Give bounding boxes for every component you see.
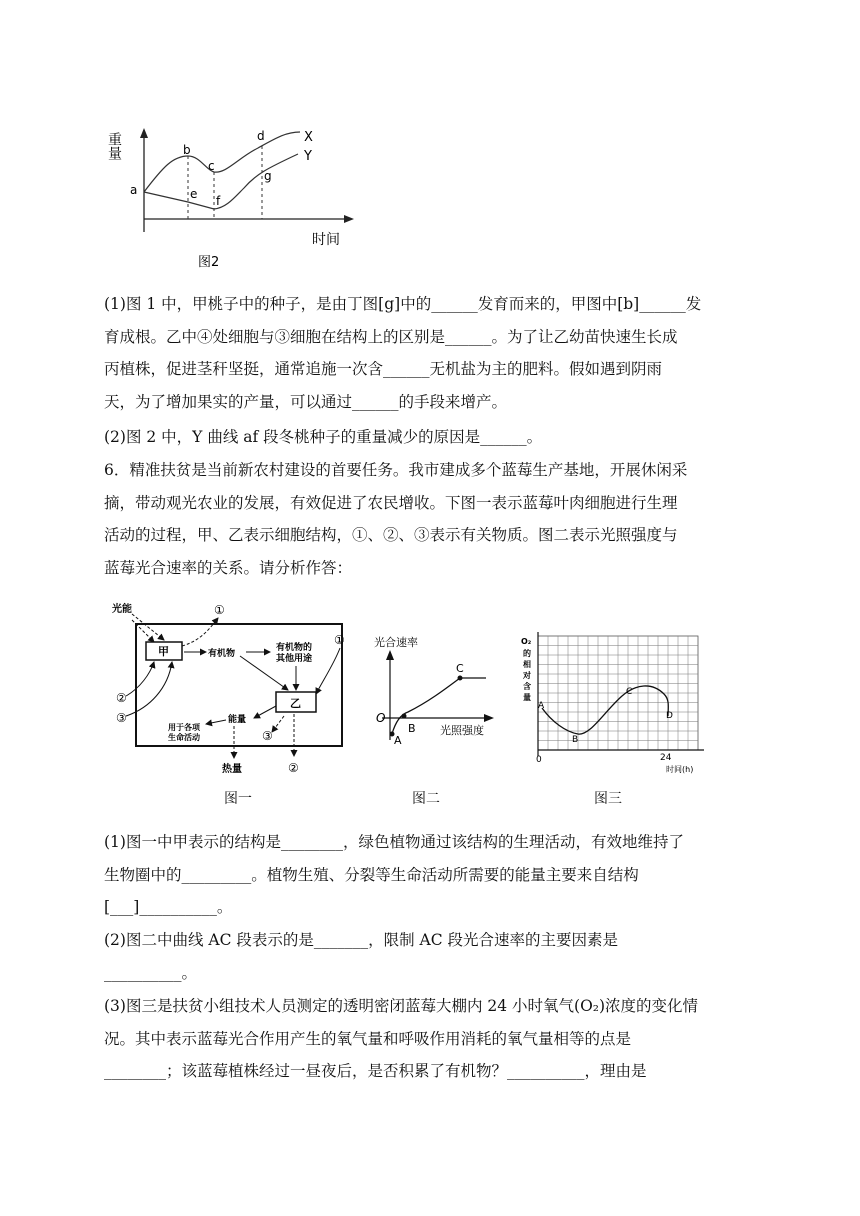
- point-a: a: [130, 183, 138, 197]
- q6-question-3: [104, 990, 764, 1088]
- point-e: e: [190, 187, 198, 201]
- q5-part1: [104, 288, 764, 418]
- x-axis-label: 时间(h): [666, 765, 694, 774]
- point-A: A: [394, 734, 402, 747]
- q6-q2-line: __________。: [104, 963, 198, 982]
- grid: [538, 636, 698, 750]
- life-activity-use-2: 生命活动: [168, 733, 200, 742]
- organic-other-use-2: 其他用途: [276, 654, 313, 664]
- point-D: D: [666, 711, 673, 721]
- curve-x-label: X: [304, 130, 313, 145]
- point-b: b: [183, 143, 191, 157]
- q6-intro-line: 摘，带动观光农业的发展，有效促进了农民增收。下图一表示蓝莓叶肉细胞进行生理: [104, 493, 678, 512]
- q5-part2: (2)图 2 中，Y 曲线 af 段冬桃种子的重量减少的原因是______。: [104, 428, 543, 446]
- y-label-char: 量: [523, 693, 531, 702]
- curve-x: [144, 132, 300, 192]
- organic-other-use-1: 有机物的: [276, 643, 313, 653]
- y-label-char: 含: [523, 682, 531, 691]
- figure-2-weight-curve: [108, 112, 368, 272]
- q6-intro-line: 6．精准扶贫是当前新农村建设的首要任务。我市建成多个蓝莓生产基地，开展休闲采: [104, 461, 688, 479]
- figure-three-oxygen-chart: [518, 626, 710, 776]
- figure-three-caption: 图三: [594, 791, 622, 807]
- heat-label: 热量: [222, 764, 242, 775]
- structure-jia: 甲: [158, 645, 169, 658]
- point-d: d: [257, 129, 265, 143]
- point-C: C: [626, 687, 633, 697]
- x-origin: 0: [536, 755, 542, 765]
- q6-q3-line: 况。其中表示蓝莓光合作用产生的氧气量和呼吸作用消耗的氧气量相等的点是: [104, 1029, 632, 1048]
- organic-matter-label: 有机物: [208, 649, 236, 659]
- q6-intro-line: 蓝莓光合速率的关系。请分析作答：: [104, 558, 353, 577]
- energy-label: 能量: [228, 715, 247, 725]
- q6-q2-line: (2)图二中曲线 AC 段表示的是_______，限制 AC 段光合速率的主要因素是: [104, 931, 619, 949]
- point-f: f: [216, 194, 221, 208]
- substance-1-right: ①: [334, 633, 345, 647]
- point-B: B: [572, 735, 579, 745]
- point-B: B: [408, 722, 416, 735]
- q6-question-1: [104, 826, 764, 924]
- q5-line: (1)图 1 中，甲桃子中的种子，是由丁图[g]中的______发育而来的，甲图中[b]______发: [104, 295, 702, 313]
- figure-one-caption: 图一: [224, 791, 252, 807]
- substance-2-bottom: ②: [288, 761, 299, 775]
- q6-q3-line: (3)图三是扶贫小组技术人员测定的透明密闭蓝莓大棚内 24 小时氧气(O₂)浓度的变化情: [104, 997, 699, 1015]
- substance-2-left: ②: [116, 691, 127, 705]
- x-24: 24: [660, 753, 672, 763]
- q5-line: 丙植株，促进茎秆坚挺，通常追施一次含______无机盐为主的肥料。假如遇到阴雨: [104, 360, 663, 378]
- figure-two-caption: 图二: [412, 791, 440, 807]
- q6-intro: [104, 454, 764, 584]
- figure-one-cell-diagram: [110, 598, 346, 776]
- point-C: C: [456, 662, 464, 675]
- substance-3-left: ③: [116, 711, 127, 725]
- point-A: A: [538, 701, 545, 711]
- structure-yi: 乙: [290, 697, 301, 710]
- y-label-char: O₂: [521, 637, 532, 646]
- q6-q1-line: 生物圈中的_________。植物生殖、分裂等生命活动所需要的能量主要来自结构: [104, 865, 639, 884]
- life-activity-use-1: 用于各项: [168, 723, 200, 732]
- q6-question-2: [104, 924, 764, 989]
- q5-line: 天，为了增加果实的产量，可以通过______的手段来增产。: [104, 392, 508, 411]
- curve-y-label: Y: [304, 149, 312, 164]
- y-label-char: 对: [523, 671, 531, 680]
- q6-q3-line: ________；该蓝莓植株经过一昼夜后，是否积累了有机物？__________，理由是: [104, 1062, 647, 1080]
- q6-q1-line: (1)图一中甲表示的结构是________，绿色植物通过该结构的生理活动，有效地维持了: [104, 833, 684, 851]
- q5-line: 育成根。乙中④处细胞与③细胞在结构上的区别是______。为了让乙幼苗快速生长成: [104, 327, 678, 346]
- y-label-char: 相: [523, 660, 531, 669]
- q6-intro-line: 活动的过程，甲、乙表示细胞结构，①、②、③表示有关物质。图二表示光照强度与: [104, 526, 678, 544]
- curve-y: [144, 154, 298, 209]
- y-label-char: 的: [523, 649, 531, 658]
- q6-q1-line: [___]__________。: [104, 898, 233, 916]
- point-g: g: [264, 169, 272, 183]
- substance-3-bottom: ③: [262, 729, 273, 743]
- x-axis-label: 时间: [312, 232, 340, 248]
- y-axis-label: 重量: [106, 132, 122, 160]
- y-axis-label: 光合速率: [374, 636, 418, 649]
- figure-two-photosynthesis-chart: [368, 636, 504, 748]
- substance-1-top: ①: [214, 603, 225, 617]
- light-energy-label: 光能: [112, 604, 132, 615]
- origin-label: O: [376, 711, 386, 725]
- point-c: c: [208, 159, 215, 173]
- figure-2-caption: 图2: [198, 255, 220, 270]
- x-axis-label: 光照强度: [440, 724, 484, 737]
